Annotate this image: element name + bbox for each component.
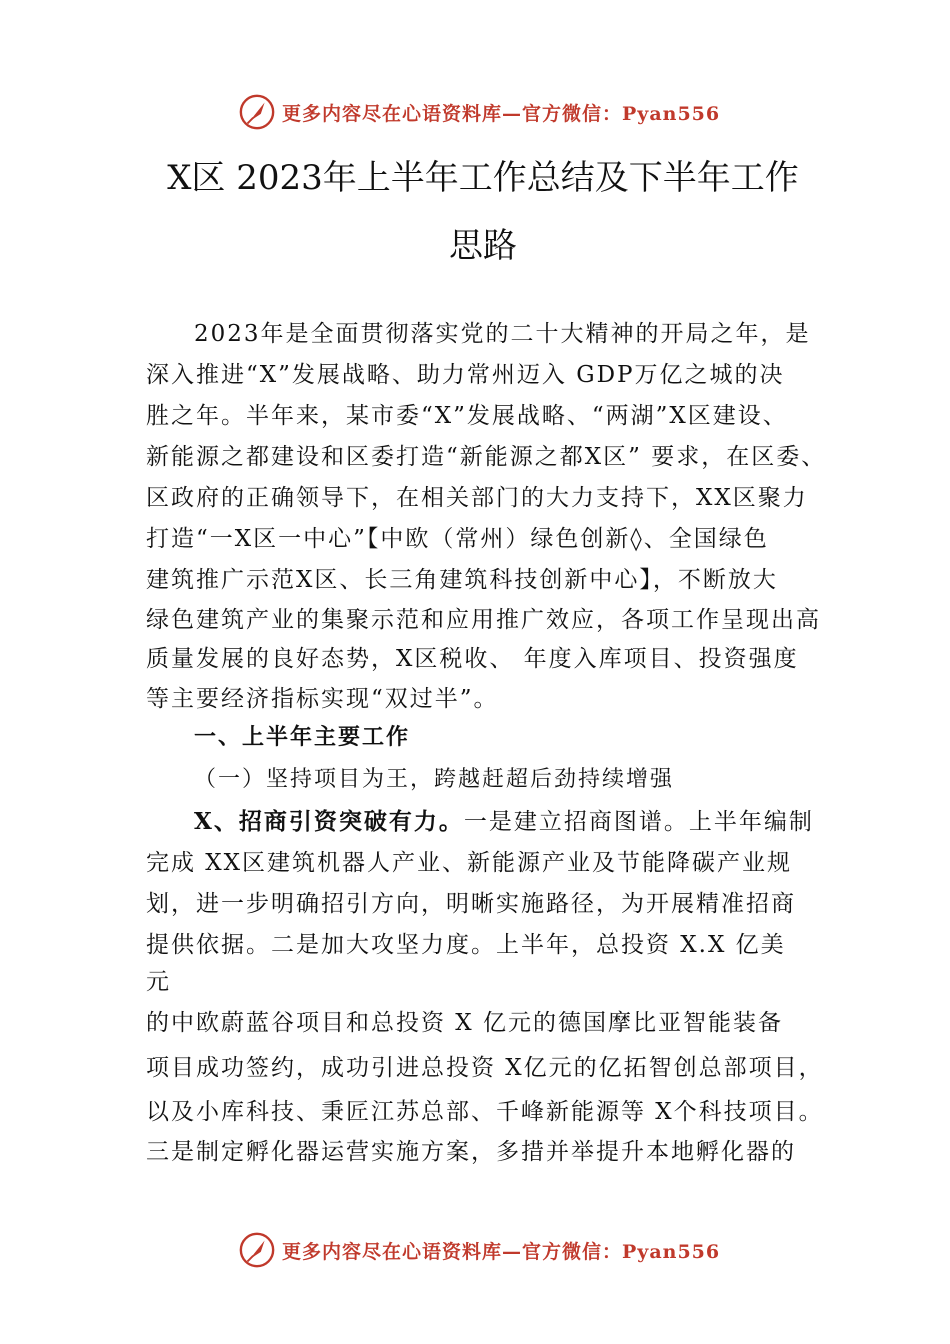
paragraph-line: 建筑推广示范X区、长三角建筑科技创新中心】，不断放大 xyxy=(146,567,778,593)
footer-brand-text: 更多内容尽在心语资料库—官方微信：Pyan556 xyxy=(282,1240,721,1263)
paragraph-line: 三是制定孵化器运营实施方案，多措并举提升本地孵化器的 xyxy=(146,1139,796,1165)
paragraph-line: 2023年是全面贯彻落实党的二十大精神的开局之年，是 xyxy=(194,321,811,347)
paragraph-line: 提供依据。二是加大攻坚力度。上半年，总投资 X.X 亿美 xyxy=(146,932,786,958)
document-title-line2: 思路 xyxy=(449,226,517,266)
paragraph-line: 绿色建筑产业的集聚示范和应用推广效应，各项工作呈现出高 xyxy=(146,607,821,633)
paragraph-line: 胜之年。半年来，某市委“X”发展战略、“两湖”X区建设、 xyxy=(146,403,788,429)
paragraph-line: 打造“一X区一中心”【中欧（常州）绿色创新◊、全国绿色 xyxy=(146,526,769,552)
paragraph-line: 划，进一步明确招引方向，明晰实施路径，为开展精准招商 xyxy=(146,891,796,917)
paragraph-line: 项目成功签约，成功引进总投资 X亿元的亿拓智创总部项目， xyxy=(146,1055,824,1081)
document-title-line1: X区 2023年上半年工作总结及下半年工作 xyxy=(167,158,799,198)
paragraph-line: 以及小库科技、秉匠江苏总部、千峰新能源等 X个科技项目。 xyxy=(146,1099,824,1125)
quill-logo-icon xyxy=(238,1231,276,1269)
paragraph-line: 新能源之都建设和区委打造“新能源之都X区” 要求，在区委、 xyxy=(146,444,827,470)
paragraph-line: 质量发展的良好态势，X区税收、 年度入库项目、投资强度 xyxy=(146,646,799,672)
paragraph-lead: X、招商引资突破有力。 xyxy=(194,808,464,835)
subsection-heading: （一）坚持项目为王，跨越赶超后劲持续增强 xyxy=(194,767,675,792)
quill-logo-icon xyxy=(238,93,276,131)
page-header xyxy=(238,92,758,132)
paragraph-line: 深入推进“X”发展战略、助力常州迈入 GDP万亿之城的决 xyxy=(146,362,785,388)
paragraph-line: 等主要经济指标实现“双过半”。 xyxy=(146,686,499,712)
paragraph-line: 的中欧蔚蓝谷项目和总投资 X 亿元的德国摩比亚智能装备 xyxy=(146,1010,783,1036)
paragraph-line: 完成 XX区建筑机器人产业、新能源产业及节能降碳产业规 xyxy=(146,850,793,876)
section-heading: 一、上半年主要工作 xyxy=(194,725,411,750)
paragraph-line: 元 xyxy=(146,969,171,995)
page-footer xyxy=(238,1230,758,1270)
paragraph-line: 区政府的正确领导下，在相关部门的大力支持下，XX区聚力 xyxy=(146,485,808,511)
paragraph-text: 一是建立招商图谱。上半年编制 xyxy=(463,809,814,835)
header-brand-text: 更多内容尽在心语资料库—官方微信：Pyan556 xyxy=(282,102,721,125)
paragraph-line xyxy=(194,803,814,836)
